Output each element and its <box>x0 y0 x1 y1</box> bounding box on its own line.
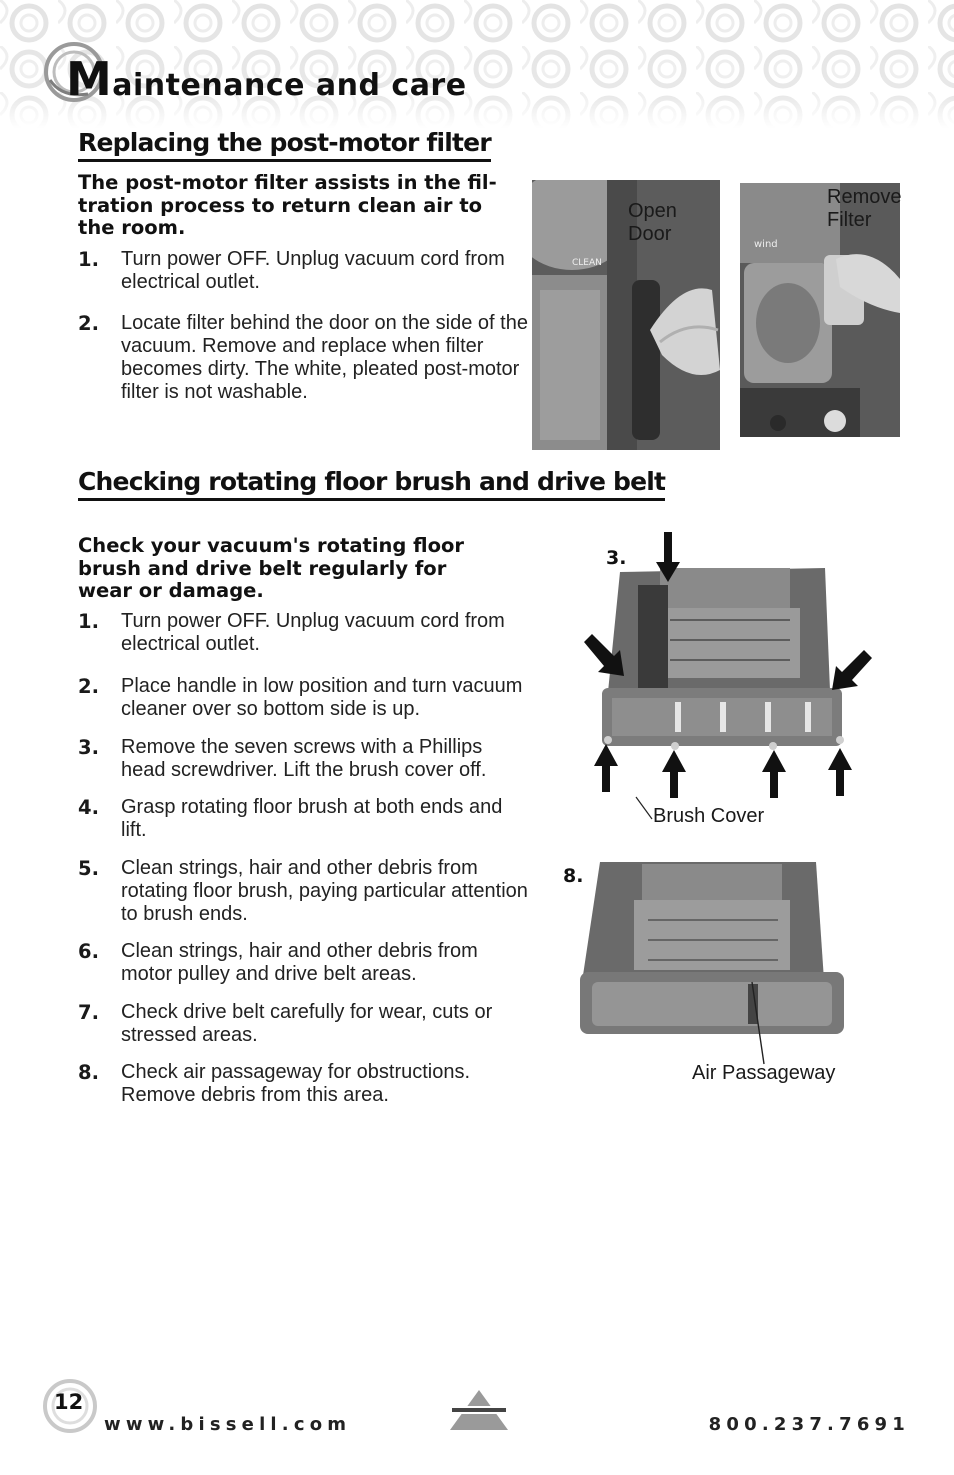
step-number: 1. <box>78 248 99 271</box>
section2-step-8 <box>78 1061 528 1111</box>
step-number: 4. <box>78 796 99 819</box>
section2-step-1 <box>78 610 528 660</box>
air-passageway-leader-line <box>748 980 768 1066</box>
step-number: 8. <box>78 1061 99 1084</box>
step-number: 6. <box>78 940 99 963</box>
page-title-initial: M <box>66 52 113 106</box>
page-number-badge <box>42 1378 98 1434</box>
page-number: 12 <box>54 1390 84 1414</box>
page-title <box>66 52 467 106</box>
brush-cover-leader-line <box>634 795 654 821</box>
figure-8-number: 8. <box>563 865 584 887</box>
label-remove-filter: Remove Filter <box>827 186 902 231</box>
section-heading-floor-brush: Checking rotating floor brush and drive belt <box>78 467 665 501</box>
section2-step-7 <box>78 1001 528 1051</box>
photo-open-door <box>532 180 720 450</box>
step-text: Turn power OFF. Unplug vacuum cord from electrical outlet. <box>121 610 505 655</box>
step-number: 2. <box>78 675 99 698</box>
vacuum-door-illustration <box>532 180 720 450</box>
label-air-passageway: Air Passageway <box>692 1062 836 1084</box>
step-number: 2. <box>78 312 99 335</box>
section1-step-2 <box>78 312 528 408</box>
section2-step-3 <box>78 736 528 786</box>
step-number: 5. <box>78 857 99 880</box>
page-title-rest: aintenance and care <box>112 68 467 103</box>
section1-intro: The post-motor filter assists in the fil- tration process to return clean air to the room. <box>78 171 497 239</box>
bissell-logo-icon <box>446 1388 512 1432</box>
step-number: 3. <box>78 736 99 759</box>
step-number: 7. <box>78 1001 99 1024</box>
footer-website: www.bissell.com <box>104 1414 352 1435</box>
label-open-door: Open Door <box>628 200 677 245</box>
step-text: Check drive belt carefully for wear, cuts or stressed areas. <box>121 1001 493 1046</box>
label-brush-cover: Brush Cover <box>653 805 765 827</box>
figure-3-number: 3. <box>606 547 627 569</box>
section2-step-4 <box>78 796 528 846</box>
section2-step-6 <box>78 940 528 990</box>
step-text: Grasp rotating floor brush at both ends and lift. <box>121 796 503 841</box>
section1-step-1 <box>78 248 528 298</box>
footer-phone: 800.237.7691 <box>708 1414 910 1435</box>
section2-step-2 <box>78 675 528 725</box>
section-heading-post-motor-filter: Replacing the post-motor filter <box>78 128 491 162</box>
step-text: Clean strings, hair and other debris from motor pulley and drive belt areas. <box>121 940 478 985</box>
figure-8-air-passageway-photo <box>578 860 846 1038</box>
step-text: Remove the seven screws with a Phillips head screwdriver. Lift the brush cover off. <box>121 736 487 781</box>
step-text: Clean strings, hair and other debris from rotating floor brush, paying particular attention to brush ends. <box>121 857 528 925</box>
step-text: Turn power OFF. Unplug vacuum cord from electrical outlet. <box>121 248 505 293</box>
section2-step-5 <box>78 857 528 929</box>
svg-text:wind: wind <box>754 239 778 250</box>
step-text: Place handle in low position and turn vacuum cleaner over so bottom side is up. <box>121 675 523 720</box>
section2-intro: Check your vacuum's rotating floor brush and drive belt regularly for wear or damage. <box>78 534 465 602</box>
step-text: Check air passageway for obstructions. Remove debris from this area. <box>121 1061 471 1106</box>
step-text: Locate filter behind the door on the side of the vacuum. Remove and replace when filter becomes dirty. The white, pleated post-motor filter is not washable. <box>121 312 528 403</box>
step-number: 1. <box>78 610 99 633</box>
figure-3-brush-cover-photo <box>580 530 880 800</box>
svg-text:CLEAN: CLEAN <box>572 258 602 268</box>
